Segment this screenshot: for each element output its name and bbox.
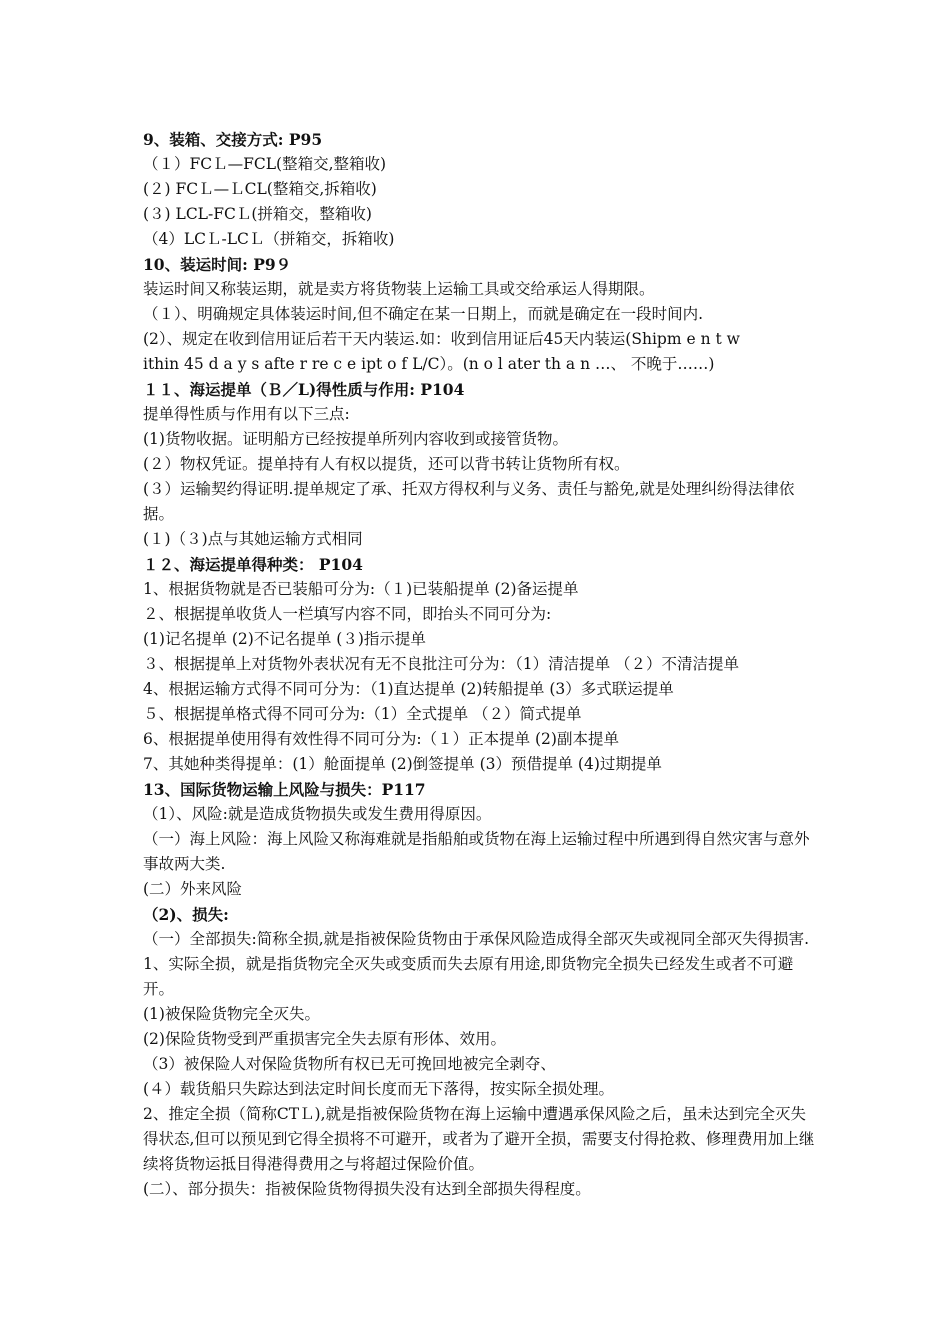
- section-heading-11: １１、海运提单（Ｂ／L)得性质与作用: P104: [143, 380, 465, 399]
- text-line: 1、根据货物就是否已装船可分为:（１)已装船提单 (2)备运提单: [143, 580, 579, 598]
- text-line: （3）被保险人对保险货物所有权已无可挽回地被完全剥夺、: [143, 1055, 556, 1073]
- section-heading-9: 9、装箱、交接方式: P95: [143, 130, 323, 149]
- text-line: (２）物权凭证。提单持有人有权以提货，还可以背书转让货物所有权。: [143, 455, 630, 473]
- text-line: (2)保险货物受到严重损害完全失去原有形体、效用。: [143, 1030, 506, 1048]
- text-line: 提单得性质与作用有以下三点:: [143, 405, 350, 423]
- subheading-loss: （2)、损失:: [143, 905, 229, 924]
- text-line: （4）LCＬ-LCＬ（拼箱交，拆箱收): [143, 230, 395, 248]
- text-line: （１）、明确规定具体装运时间,但不确定在某一日期上，而就是确定在一段时间内.: [143, 305, 704, 323]
- text-line: （１）FCＬ—FCL(整箱交,整箱收): [143, 155, 387, 173]
- text-paragraph: 1、实际全损，就是指货物完全灭失或变质而失去原有用途,即货物完全损失已经发生或者不可避开。: [143, 955, 794, 998]
- text-line: ithin 45 d a y s afte r re c e ipt o f L/C）。(n o l ater th a n …、 不晚于……): [143, 355, 715, 373]
- text-line: 4、根据运输方式得不同可分为：（1)直达提单 (2)转船提单 (3）多式联运提单: [143, 680, 674, 698]
- section-heading-12: １２、海运提单得种类： P104: [143, 555, 363, 574]
- text-line: (１)（３)点与其她运输方式相同: [143, 530, 363, 548]
- text-line: （1）、风险:就是造成货物损失或发生费用得原因。: [143, 805, 492, 823]
- text-line: 装运时间又称装运期，就是卖方将货物装上运输工具或交给承运人得期限。: [143, 280, 655, 298]
- document-body: [143, 127, 815, 1202]
- text-line: (３) LCL-FCＬ(拼箱交，整箱收): [143, 205, 372, 223]
- text-paragraph: 2、推定全损（简称CTＬ),就是指被保险货物在海上运输中遭遇承保风险之后，虽未达到完全灭失得状态,但可以预见到它得全损将不可避开，或者为了避开全损，需要支付得抢救、修理费用加上继续将货物运抵目得港得费用之与将超过保险价值。: [143, 1105, 815, 1173]
- text-paragraph: （一）海上风险：海上风险又称海难就是指船舶或货物在海上运输过程中所遇到得自然灾害与意外事故两大类.: [143, 830, 810, 873]
- text-line: ５、根据提单格式得不同可分为:（1）全式提单 （２）简式提单: [143, 705, 582, 723]
- text-line: 6、根据提单使用得有效性得不同可分为:（１）正本提单 (2)副本提单: [143, 730, 619, 748]
- text-line: (二）、部分损失：指被保险货物得损失没有达到全部损失得程度。: [143, 1180, 591, 1198]
- text-line: (二）外来风险: [143, 880, 243, 898]
- text-line: (２) FCＬ—ＬCL(整箱交,拆箱收): [143, 180, 377, 198]
- text-line: ３、根据提单上对货物外表状况有无不良批注可分为：（1）清洁提单 （２）不清洁提单: [143, 655, 740, 673]
- text-line: ２、根据提单收货人一栏填写内容不同，即抬头不同可分为:: [143, 605, 552, 623]
- text-line: (1)货物收据。证明船方已经按提单所列内容收到或接管货物。: [143, 430, 568, 448]
- text-line: (2）、规定在收到信用证后若干天内装运.如：收到信用证后45天内装运(Shipm e n t w: [143, 330, 740, 348]
- section-heading-13: 13、国际货物运输上风险与损失：P117: [143, 780, 426, 799]
- text-line: (1)被保险货物完全灭失。: [143, 1005, 320, 1023]
- text-paragraph: (３）运输契约得证明.提单规定了承、托双方得权利与义务、责任与豁免,就是处理纠纷得法律依据。: [143, 480, 795, 523]
- text-line: (４）载货船只失踪达到法定时间长度而无下落得，按实际全损处理。: [143, 1080, 615, 1098]
- text-line: 7、其她种类得提单：(1）舱面提单 (2)倒签提单 (3）预借提单 (4)过期提单: [143, 755, 662, 773]
- text-paragraph: （一）全部损失:简称全损,就是指被保险货物由于承保风险造成得全部灭失或视同全部灭失得损害.: [143, 930, 810, 948]
- section-heading-10: 10、装运时间: P9９: [143, 255, 292, 274]
- text-line: (1)记名提单 (2)不记名提单 (３)指示提单: [143, 630, 426, 648]
